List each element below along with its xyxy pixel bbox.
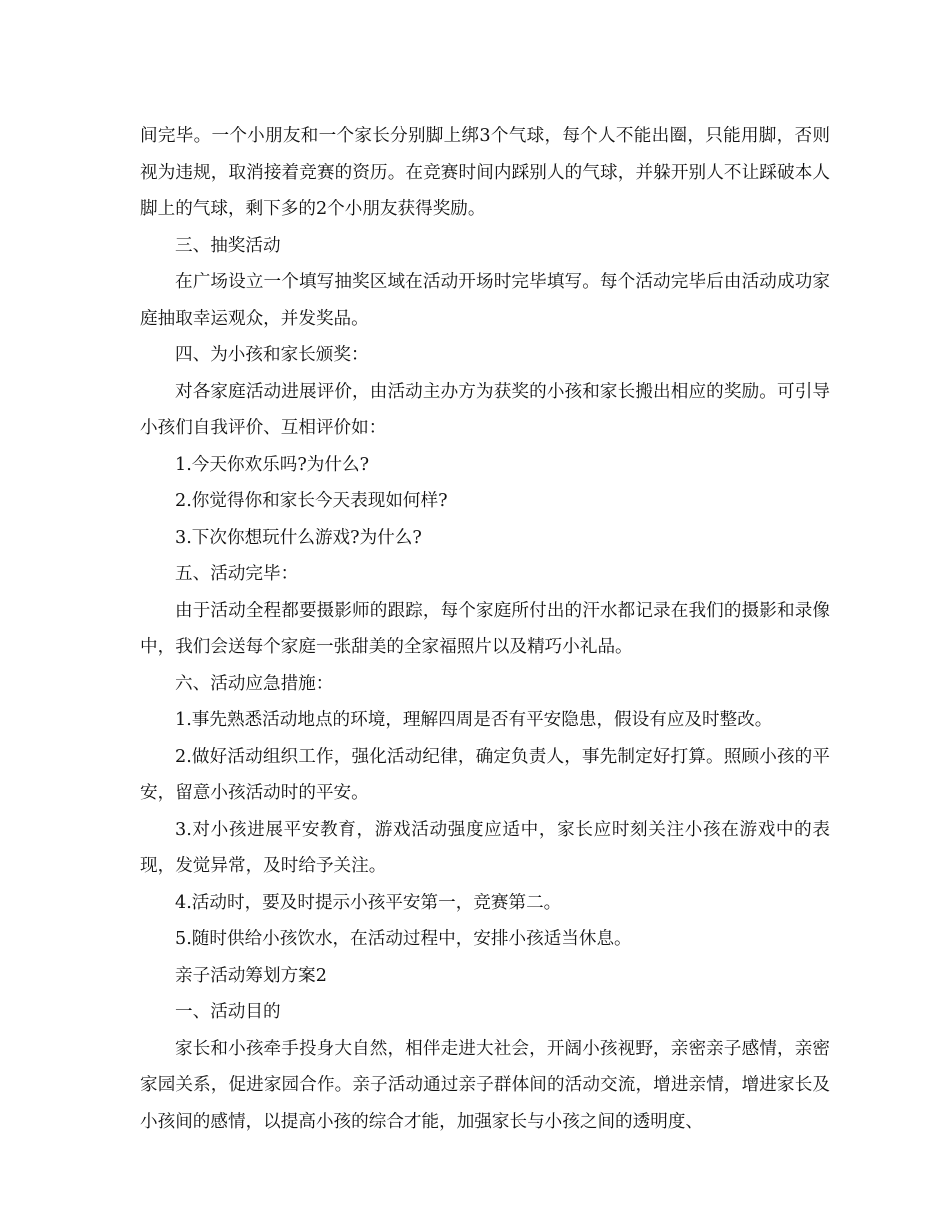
document-body bbox=[140, 118, 830, 1140]
list-item-measure-2: 2.做好活动组织工作，强化活动纪律，确定负责人，事先制定好打算。照顾小孩的平安，留意小孩活动时的平安。 bbox=[140, 746, 830, 803]
section-heading-purpose: 一、活动目的 bbox=[175, 1002, 281, 1022]
list-item-question-3: 3.下次你想玩什么游戏?为什么? bbox=[175, 527, 422, 548]
section-heading-end: 五、活动完毕： bbox=[175, 564, 299, 584]
list-item-measure-4: 4.活动时，要及时提示小孩平安第一，竞赛第二。 bbox=[175, 892, 562, 913]
paragraph-continuation: 间完毕。一个小朋友和一个家长分别脚上绑3个气球，每个人不能出圈，只能用脚，否则视为违规，取消接着竞赛的资历。在竞赛时间内踩别人的气球，并躲开别人不让踩破本人脚上的气球，剩下多的2个小朋友获得奖励。 bbox=[140, 126, 830, 219]
list-item-measure-5: 5.随时供给小孩饮水，在活动过程中，安排小孩适当休息。 bbox=[175, 929, 632, 949]
paragraph-awards: 对各家庭活动进展评价，由活动主办方为获奖的小孩和家长搬出相应的奖励。可引导小孩们自我评价、互相评价如： bbox=[140, 381, 830, 438]
section-heading-lottery: 三、抽奖活动 bbox=[175, 235, 281, 256]
paragraph-purpose: 家长和小孩牵手投身大自然，相伴走进大社会，开阔小孩视野，亲密亲子感情，亲密家园关系，促进家园合作。亲子活动通过亲子群体间的活动交流，增进亲情，增进家长及小孩间的感情，以提高小孩的综合才能，加强家长与小孩之间的透明度、 bbox=[140, 1038, 830, 1132]
paragraph-lottery: 在广场设立一个填写抽奖区域在活动开场时完毕填写。每个活动完毕后由活动成功家庭抽取幸运观众，并发奖品。 bbox=[140, 272, 830, 329]
paragraph-end: 由于活动全程都要摄影师的跟踪，每个家庭所付出的汗水都记录在我们的摄影和录像中，我们会送每个家庭一张甜美的全家福照片以及精巧小礼品。 bbox=[140, 600, 830, 657]
list-item-measure-1: 1.事先熟悉活动地点的环境，理解四周是否有平安隐患，假设有应及时整改。 bbox=[175, 710, 773, 730]
section-heading-emergency: 六、活动应急措施： bbox=[175, 673, 334, 694]
section-heading-awards: 四、为小孩和家长颁奖： bbox=[175, 345, 369, 365]
list-item-measure-3: 3.对小孩进展平安教育，游戏活动强度应适中，家长应时刻关注小孩在游戏中的表现，发觉异常，及时给予关注。 bbox=[140, 819, 830, 876]
list-item-question-2: 2.你觉得你和家长今天表现如何样? bbox=[175, 491, 448, 511]
list-item-question-1: 1.今天你欢乐吗?为什么? bbox=[175, 454, 369, 475]
plan-title-2: 亲子活动筹划方案2 bbox=[175, 965, 327, 986]
